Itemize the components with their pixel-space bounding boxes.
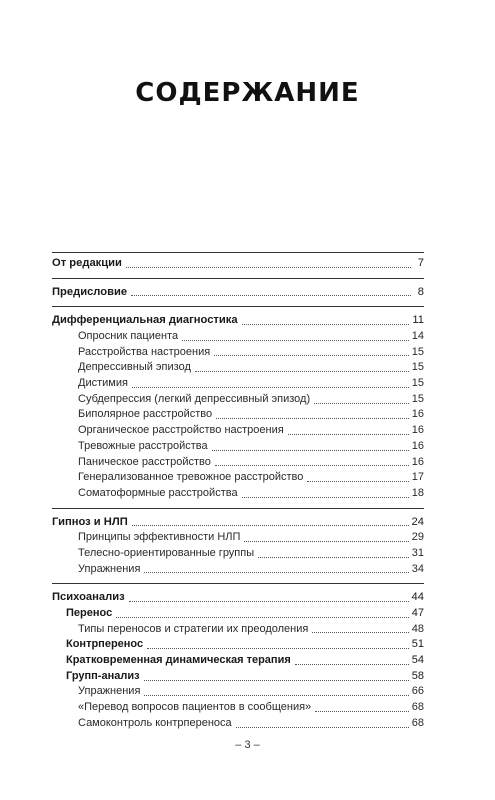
toc-entry-title: Субдепрессия (легкий депрессивный эпизод) — [78, 392, 311, 405]
toc-page-number: 7 — [417, 256, 424, 269]
toc-subsection-entry[interactable] — [52, 562, 424, 578]
toc-section — [52, 590, 424, 737]
toc-chapter-entry[interactable] — [52, 256, 424, 272]
toc-entry-title: Биполярное расстройство — [78, 408, 213, 421]
toc-entry-title: Телесно-ориентированные группы — [78, 546, 255, 559]
dot-leader — [132, 525, 409, 526]
toc-chapter-entry[interactable] — [52, 313, 424, 329]
toc-section-entry[interactable] — [52, 637, 424, 653]
toc-subsection-entry[interactable] — [52, 408, 424, 424]
toc-entry-title: Дифференциальная диагностика — [52, 314, 238, 327]
dot-leader — [258, 557, 409, 558]
toc-page-number: 17 — [411, 471, 424, 484]
toc-subsection-entry[interactable] — [52, 716, 424, 732]
toc-subsection-entry[interactable] — [52, 546, 424, 562]
toc-section — [52, 252, 424, 279]
toc-entry-title: Контрперенос — [66, 638, 144, 651]
toc-page-number: 11 — [412, 314, 424, 327]
toc-page-number: 15 — [411, 377, 424, 390]
dot-leader — [314, 403, 409, 404]
toc-entry-title: Расстройства настроения — [78, 345, 211, 358]
toc-entry-title: Генерализованное тревожное расстройство — [78, 471, 304, 484]
dot-leader — [288, 434, 409, 435]
dot-leader — [212, 450, 409, 451]
toc-entry-title: Типы переносов и стратегии их преодоления — [78, 622, 309, 635]
toc-section — [52, 285, 424, 308]
toc-page-number: 16 — [411, 439, 424, 452]
toc-page-number: 14 — [411, 330, 424, 343]
toc-section-entry[interactable] — [52, 653, 424, 669]
dot-leader — [244, 541, 408, 542]
toc-page-number: 16 — [411, 408, 424, 421]
toc-section-entry[interactable] — [52, 606, 424, 622]
toc-subsection-entry[interactable] — [52, 530, 424, 546]
dot-leader — [116, 617, 409, 618]
dot-leader — [295, 664, 409, 665]
toc-page-number: 68 — [411, 701, 424, 714]
toc-subsection-entry[interactable] — [52, 685, 424, 701]
toc-entry-title: Соматоформные расстройства — [78, 486, 238, 499]
toc-entry-title: От редакции — [52, 256, 122, 269]
toc-subsection-entry[interactable] — [52, 700, 424, 716]
page-number: – 3 – — [235, 739, 260, 751]
toc-subsection-entry[interactable] — [52, 439, 424, 455]
toc-page-number: 16 — [411, 455, 424, 468]
toc-page-number: 15 — [411, 345, 424, 358]
toc-page-number: 31 — [411, 546, 424, 559]
table-of-contents — [52, 252, 424, 744]
dot-leader — [236, 727, 409, 728]
toc-chapter-entry[interactable] — [52, 590, 424, 606]
dot-leader — [144, 680, 409, 681]
toc-page-number: 58 — [411, 669, 424, 682]
toc-page-number: 54 — [411, 654, 424, 667]
page-title: СОДЕРЖАНИЕ — [135, 78, 360, 108]
toc-entry-title: Психоанализ — [52, 591, 125, 604]
toc-chapter-entry[interactable] — [52, 515, 424, 531]
toc-subsection-entry[interactable] — [52, 376, 424, 392]
toc-page-number: 24 — [411, 515, 424, 528]
dot-leader — [129, 601, 409, 602]
toc-page-number: 47 — [411, 607, 424, 620]
toc-entry-title: Органическое расстройство настроения — [78, 424, 284, 437]
toc-subsection-entry[interactable] — [52, 360, 424, 376]
toc-subsection-entry[interactable] — [52, 329, 424, 345]
toc-section — [52, 313, 424, 508]
dot-leader — [215, 465, 409, 466]
toc-subsection-entry[interactable] — [52, 486, 424, 502]
toc-entry-title: Групп-анализ — [66, 669, 140, 682]
toc-page-number: 44 — [411, 591, 424, 604]
toc-subsection-entry[interactable] — [52, 470, 424, 486]
toc-entry-title: Кратковременная динамическая терапия — [66, 654, 291, 667]
toc-page-number: 15 — [411, 392, 424, 405]
dot-leader — [214, 355, 409, 356]
dot-leader — [216, 418, 409, 419]
dot-leader — [195, 371, 409, 372]
toc-page-number: 8 — [417, 285, 424, 298]
toc-subsection-entry[interactable] — [52, 345, 424, 361]
dot-leader — [307, 481, 408, 482]
dot-leader — [132, 387, 409, 388]
toc-entry-title: Упражнения — [78, 562, 141, 575]
toc-entry-title: Принципы эффективности НЛП — [78, 531, 241, 544]
toc-entry-title: Опросник пациента — [78, 330, 179, 343]
dot-leader — [144, 572, 408, 573]
dot-leader — [312, 632, 408, 633]
toc-entry-title: Паническое расстройство — [78, 455, 211, 468]
toc-entry-title: Депрессивный эпизод — [78, 361, 191, 374]
dot-leader — [315, 711, 409, 712]
toc-entry-title: Дистимия — [78, 377, 128, 390]
toc-page-number: 34 — [411, 562, 424, 575]
toc-subsection-entry[interactable] — [52, 455, 424, 471]
dot-leader — [242, 497, 409, 498]
dot-leader — [131, 295, 411, 296]
toc-section-entry[interactable] — [52, 669, 424, 685]
toc-page-number: 68 — [411, 716, 424, 729]
toc-page-number: 66 — [411, 685, 424, 698]
dot-leader — [242, 324, 410, 325]
dot-leader — [126, 267, 411, 268]
toc-page-number: 16 — [411, 424, 424, 437]
toc-page-number: 29 — [411, 531, 424, 544]
toc-page-number: 48 — [411, 622, 424, 635]
toc-entry-title: Тревожные расстройства — [78, 439, 208, 452]
toc-entry-title: Перенос — [66, 607, 113, 620]
toc-entry-title: Самоконтроль контрпереноса — [78, 716, 232, 729]
toc-subsection-entry[interactable] — [52, 622, 424, 638]
toc-subsection-entry[interactable] — [52, 423, 424, 439]
toc-entry-title: Предисловие — [52, 285, 128, 298]
dot-leader — [182, 340, 409, 341]
dot-leader — [147, 648, 409, 649]
toc-entry-title: Упражнения — [78, 685, 141, 698]
toc-section — [52, 515, 424, 585]
toc-chapter-entry[interactable] — [52, 285, 424, 301]
toc-entry-title: «Перевод вопросов пациентов в сообщения» — [78, 701, 312, 714]
toc-subsection-entry[interactable] — [52, 392, 424, 408]
toc-page-number: 51 — [411, 638, 424, 651]
dot-leader — [144, 695, 408, 696]
toc-page-number: 15 — [411, 361, 424, 374]
toc-page-number: 18 — [411, 486, 424, 499]
toc-entry-title: Гипноз и НЛП — [52, 515, 128, 528]
